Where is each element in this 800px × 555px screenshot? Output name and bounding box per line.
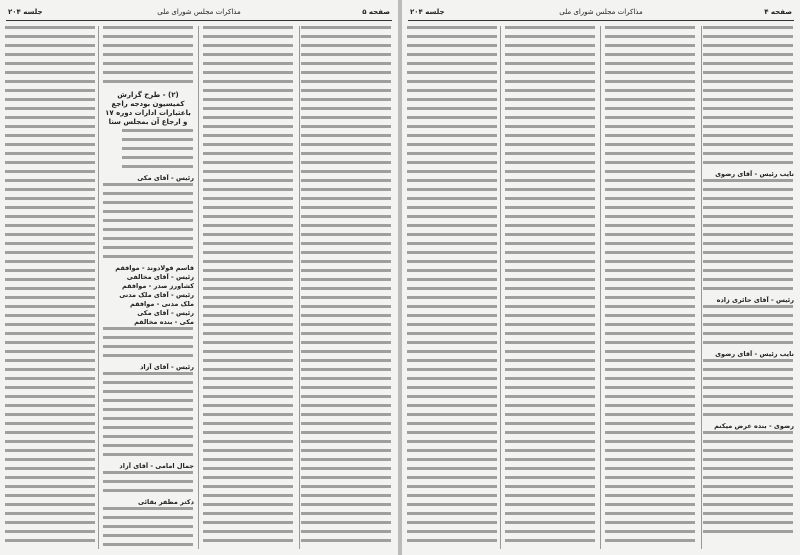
speaker-line: دکتر مظفر بقائی <box>138 498 194 506</box>
text-column <box>4 26 96 549</box>
body-text <box>703 305 793 350</box>
column-rule <box>198 26 199 549</box>
speaker-line: رئیس - آقای مکی <box>137 309 194 317</box>
section-title: (۲) - طرح گزارش کمیسیون بودجه راجع باعتبارات ادارات دوره ۱۷ و ارجاع آن بمجلس سنا <box>105 91 191 126</box>
body-text <box>407 26 497 548</box>
speaker-line: رئیس - آقای آزاد <box>140 363 194 371</box>
text-column <box>406 26 498 549</box>
column-rule <box>98 26 99 549</box>
text-column <box>604 26 696 549</box>
page-header <box>6 6 392 21</box>
page-number: صفحه ۴ <box>764 8 792 16</box>
right-page <box>402 0 800 555</box>
body-text <box>703 179 793 296</box>
body-text <box>103 471 193 498</box>
session-number: جلسه ۲۰۴ <box>410 8 445 16</box>
speaker-line: نایب رئیس - آقای رضوی <box>715 350 794 358</box>
text-column <box>102 26 194 549</box>
speaker-line: قاسم فولادوند - موافقم <box>115 264 194 272</box>
body-text <box>103 372 193 462</box>
column-rule <box>701 26 702 549</box>
body-text <box>122 129 193 174</box>
speaker-line: رضوی - بنده عرض میکنم <box>714 422 794 430</box>
body-text <box>605 26 695 548</box>
speaker-line: کشاورز صدر - موافقم <box>122 282 194 290</box>
body-text <box>103 183 193 264</box>
body-text <box>103 507 193 547</box>
publication-title: مذاکرات مجلس شورای ملی <box>157 8 241 16</box>
column-rule <box>600 26 601 549</box>
text-column <box>300 26 392 549</box>
left-page <box>0 0 398 555</box>
text-column <box>504 26 596 549</box>
body-text <box>301 26 391 548</box>
text-column <box>202 26 294 549</box>
publication-title: مذاکرات مجلس شورای ملی <box>559 8 643 16</box>
body-text <box>703 26 793 170</box>
speaker-line: رئیس - آقای ملک مدنی <box>119 291 194 299</box>
speaker-line: جمال امامی - آقای آزاد <box>119 462 194 470</box>
page-header <box>408 6 794 21</box>
speaker-line: رئیس - آقای حائری زاده <box>716 296 794 304</box>
speaker-line: رئیس - آقای مخالفی <box>126 273 194 281</box>
body-text <box>203 26 293 548</box>
body-text <box>103 26 193 89</box>
body-text <box>703 431 793 539</box>
column-rule <box>299 26 300 549</box>
body-text <box>505 26 595 548</box>
column-rule <box>500 26 501 549</box>
body-text <box>103 327 193 363</box>
page-number: صفحه ۵ <box>362 8 390 16</box>
speaker-line: رئیس - آقای مکی <box>137 174 194 182</box>
text-column <box>702 26 794 549</box>
speaker-line: ملک مدنی - موافقم <box>130 300 194 308</box>
body-text <box>703 359 793 422</box>
body-text <box>5 26 95 548</box>
speaker-line: مکی - بنده مخالفم <box>134 318 194 326</box>
speaker-line: نایب رئیس - آقای رضوی <box>715 170 794 178</box>
session-number: جلسه ۲۰۴ <box>8 8 43 16</box>
